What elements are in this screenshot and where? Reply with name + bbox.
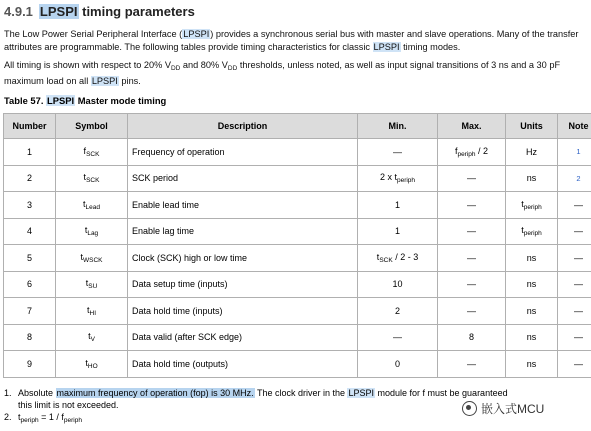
note-text: — [574, 252, 583, 263]
description-text: Data hold time (inputs) [132, 305, 223, 316]
cell-symbol [56, 218, 128, 245]
cell-units [506, 192, 558, 219]
cell-description [128, 324, 358, 351]
intro-text-c: timing modes. [400, 42, 461, 52]
footnote-1-text-b: The clock driver in the [254, 388, 348, 398]
header-units: Units [506, 114, 558, 139]
symbol-subscript: HI [89, 309, 96, 317]
note-text: — [574, 226, 583, 237]
caption-term: LPSPI [47, 95, 75, 106]
min-text: 1 [394, 226, 400, 237]
cell-symbol [56, 271, 128, 298]
cell-min [358, 192, 438, 219]
table-row [4, 245, 591, 272]
cell-note [558, 271, 591, 298]
cell-description [128, 165, 358, 192]
cell-symbol [56, 165, 128, 192]
intro-text-b: ) provides a synchronous serial bus with master and slave operations. Many of the transfer attributes are programmable. The following tables provide timing characteristics for classic [4, 29, 579, 52]
conditions-text-d: pins. [118, 76, 141, 86]
heading-title: timing parameters [78, 4, 195, 19]
heading-term: LPSPI [39, 4, 78, 19]
symbol-subscript: HO [87, 362, 98, 370]
cell-number [4, 298, 56, 325]
table-row [4, 218, 591, 245]
cell-description [128, 218, 358, 245]
master-mode-timing-table [3, 113, 591, 378]
symbol-subscript: Lead [85, 203, 100, 211]
max-text: — [467, 279, 476, 290]
cell-units [506, 298, 558, 325]
table-caption [4, 95, 166, 106]
section-number: 4.9.1 [4, 4, 33, 19]
number-text: 2 [26, 173, 32, 184]
min-text: 10 [392, 279, 403, 290]
cell-symbol [56, 324, 128, 351]
footnote-2-sub-1: periph [20, 417, 39, 424]
cell-note [558, 218, 591, 245]
cell-max [438, 139, 506, 166]
description-text: Data hold time (outputs) [132, 358, 229, 369]
max-text: — [467, 173, 476, 184]
max-text: 8 [468, 332, 474, 343]
table-row [4, 139, 591, 166]
cell-number [4, 245, 56, 272]
cell-number [4, 324, 56, 351]
min-text: 2 [394, 305, 400, 316]
cell-number [4, 192, 56, 219]
min-text: — [393, 146, 402, 157]
max-subscript: periph [457, 150, 476, 158]
cell-symbol [56, 192, 128, 219]
note-text: — [574, 279, 583, 290]
table-row [4, 298, 591, 325]
table-row [4, 351, 591, 378]
units-text: ns [526, 279, 537, 290]
header-min: Min. [358, 114, 438, 139]
footnote-1-highlight: maximum frequency of operation (fop) is 30 MHz. [56, 388, 254, 398]
units-text: t [521, 198, 524, 209]
footnote-2-index: 2. [4, 412, 12, 422]
symbol-text: t [80, 251, 83, 262]
note-text: 1 [576, 147, 581, 157]
symbol-subscript: V [90, 336, 95, 344]
number-text: 9 [26, 358, 32, 369]
cell-units [506, 324, 558, 351]
symbol-text: t [84, 225, 88, 236]
min-suffix: / 2 - 3 [392, 251, 419, 262]
cell-description [128, 192, 358, 219]
min-text: — [393, 332, 402, 343]
footnote-1-text-c: module for f [375, 388, 426, 398]
max-text: — [467, 305, 476, 316]
description-text: Enable lag time [132, 226, 195, 237]
cell-description [128, 351, 358, 378]
cell-max [438, 245, 506, 272]
section-heading [4, 4, 587, 22]
cell-note [558, 139, 591, 166]
table-row [4, 165, 591, 192]
number-text: 8 [26, 332, 32, 343]
header-symbol: Symbol [56, 114, 128, 139]
cell-min [358, 165, 438, 192]
header-note: Note [558, 114, 591, 139]
cell-number [4, 351, 56, 378]
number-text: 5 [26, 252, 32, 263]
vdd-subscript-1: DD [170, 65, 181, 72]
symbol-text: t [83, 198, 86, 209]
description-text: Enable lead time [132, 199, 200, 210]
cell-symbol [56, 298, 128, 325]
units-text: ns [526, 252, 537, 263]
symbol-text: t [83, 172, 87, 183]
cell-units [506, 351, 558, 378]
cell-symbol [56, 139, 128, 166]
footnote-2-text-a: t [18, 412, 21, 422]
cell-symbol [56, 245, 128, 272]
table-body [4, 139, 591, 378]
symbol-subscript: SU [88, 283, 98, 291]
wechat-channel-icon [462, 401, 477, 416]
min-text: 0 [394, 358, 400, 369]
intro-term-1: LPSPI [183, 29, 210, 39]
header-number: Number [4, 114, 56, 139]
units-subscript: periph [523, 230, 542, 238]
caption-prefix: Table 57. [4, 95, 47, 106]
cell-units [506, 245, 558, 272]
max-text: — [467, 252, 476, 263]
max-suffix: / 2 [475, 145, 489, 156]
cell-max [438, 324, 506, 351]
description-text: Frequency of operation [132, 146, 225, 157]
cell-units [506, 165, 558, 192]
note-text: — [574, 358, 583, 369]
number-text: 4 [26, 226, 32, 237]
symbol-text: t [85, 357, 88, 368]
min-text: 1 [394, 199, 400, 210]
cell-number [4, 271, 56, 298]
table-header-row [4, 114, 591, 139]
description-text: Data setup time (inputs) [132, 279, 228, 290]
cell-units [506, 218, 558, 245]
cell-max [438, 271, 506, 298]
vdd-subscript-2: DD [227, 65, 238, 72]
conditions-text-c: thresholds, unless noted, as well as input signal transitions of 3 ns and a 30 pF maximum load on all [4, 60, 561, 86]
conditions-text-b: and 80% V [180, 60, 228, 70]
cell-min [358, 245, 438, 272]
cell-description [128, 298, 358, 325]
footnote-2-text-b: = 1 / f [38, 412, 64, 422]
cell-note [558, 192, 591, 219]
cell-min [358, 298, 438, 325]
cell-note [558, 351, 591, 378]
header-max: Max. [438, 114, 506, 139]
min-subscript: SCK [379, 256, 393, 264]
symbol-text: t [86, 304, 90, 315]
footnote-1-line-2: this limit is not exceeded. [18, 400, 119, 410]
cell-min [358, 271, 438, 298]
description-text: SCK period [132, 173, 179, 184]
number-text: 1 [26, 146, 32, 157]
max-text: — [467, 358, 476, 369]
cell-max [438, 192, 506, 219]
watermark [458, 398, 591, 418]
max-text: — [467, 226, 476, 237]
description-text: Clock (SCK) high or low time [132, 252, 248, 263]
symbol-subscript: WSCK [83, 256, 103, 264]
number-text: 7 [26, 305, 32, 316]
cell-symbol [56, 351, 128, 378]
table-row [4, 192, 591, 219]
table-row [4, 324, 591, 351]
cell-note [558, 324, 591, 351]
cell-number [4, 218, 56, 245]
cell-number [4, 139, 56, 166]
cell-max [438, 218, 506, 245]
cell-min [358, 218, 438, 245]
note-text: — [574, 305, 583, 316]
cell-note [558, 298, 591, 325]
conditions-term: LPSPI [91, 76, 118, 86]
table-row [4, 271, 591, 298]
units-text: ns [526, 173, 537, 184]
units-text: ns [526, 358, 537, 369]
symbol-subscript: Lag [87, 230, 99, 238]
intro-text-a: The Low Power Serial Peripheral Interface ( [4, 29, 183, 39]
units-subscript: periph [523, 203, 542, 211]
footnote-1-index: 1. [4, 388, 12, 398]
cell-max [438, 298, 506, 325]
cell-max [438, 165, 506, 192]
units-text: t [521, 225, 524, 236]
number-text: 3 [26, 199, 32, 210]
footnote-2-sub-2: periph [63, 417, 82, 424]
symbol-text: t [88, 331, 91, 342]
cell-number [4, 165, 56, 192]
symbol-text: t [85, 278, 89, 289]
units-text: Hz [526, 146, 537, 157]
symbol-subscript: SCK [86, 150, 100, 158]
footnote-1-term: LPSPI [348, 388, 374, 398]
note-text: 2 [576, 173, 581, 183]
conditions-paragraph [4, 59, 587, 88]
min-subscript: periph [396, 177, 416, 185]
min-text: t [376, 251, 380, 262]
cell-description [128, 271, 358, 298]
cell-min [358, 324, 438, 351]
watermark-text: 嵌入式MCU [481, 401, 545, 416]
units-text: ns [526, 332, 537, 343]
cell-units [506, 271, 558, 298]
note-text: — [574, 332, 583, 343]
cell-note [558, 245, 591, 272]
footnote-1-text-d: must be guaranteed [425, 388, 508, 398]
header-description: Description [128, 114, 358, 139]
cell-min [358, 351, 438, 378]
intro-paragraph [4, 28, 587, 54]
cell-max [438, 351, 506, 378]
max-text: — [467, 199, 476, 210]
cell-note [558, 165, 591, 192]
note-text: — [574, 199, 583, 210]
cell-units [506, 139, 558, 166]
units-text: ns [526, 305, 537, 316]
conditions-text-a: All timing is shown with respect to 20% V [4, 60, 171, 70]
footnote-1-text-a: Absolute [18, 388, 56, 398]
cell-description [128, 245, 358, 272]
caption-title: Master mode timing [75, 95, 167, 106]
cell-description [128, 139, 358, 166]
symbol-text: f [83, 145, 87, 156]
max-text: f [454, 145, 458, 156]
number-text: 6 [26, 279, 32, 290]
min-text: 2 x t [379, 172, 397, 183]
description-text: Data valid (after SCK edge) [132, 332, 243, 343]
intro-term-2: LPSPI [373, 42, 400, 52]
cell-min [358, 139, 438, 166]
symbol-subscript: SCK [86, 177, 100, 185]
